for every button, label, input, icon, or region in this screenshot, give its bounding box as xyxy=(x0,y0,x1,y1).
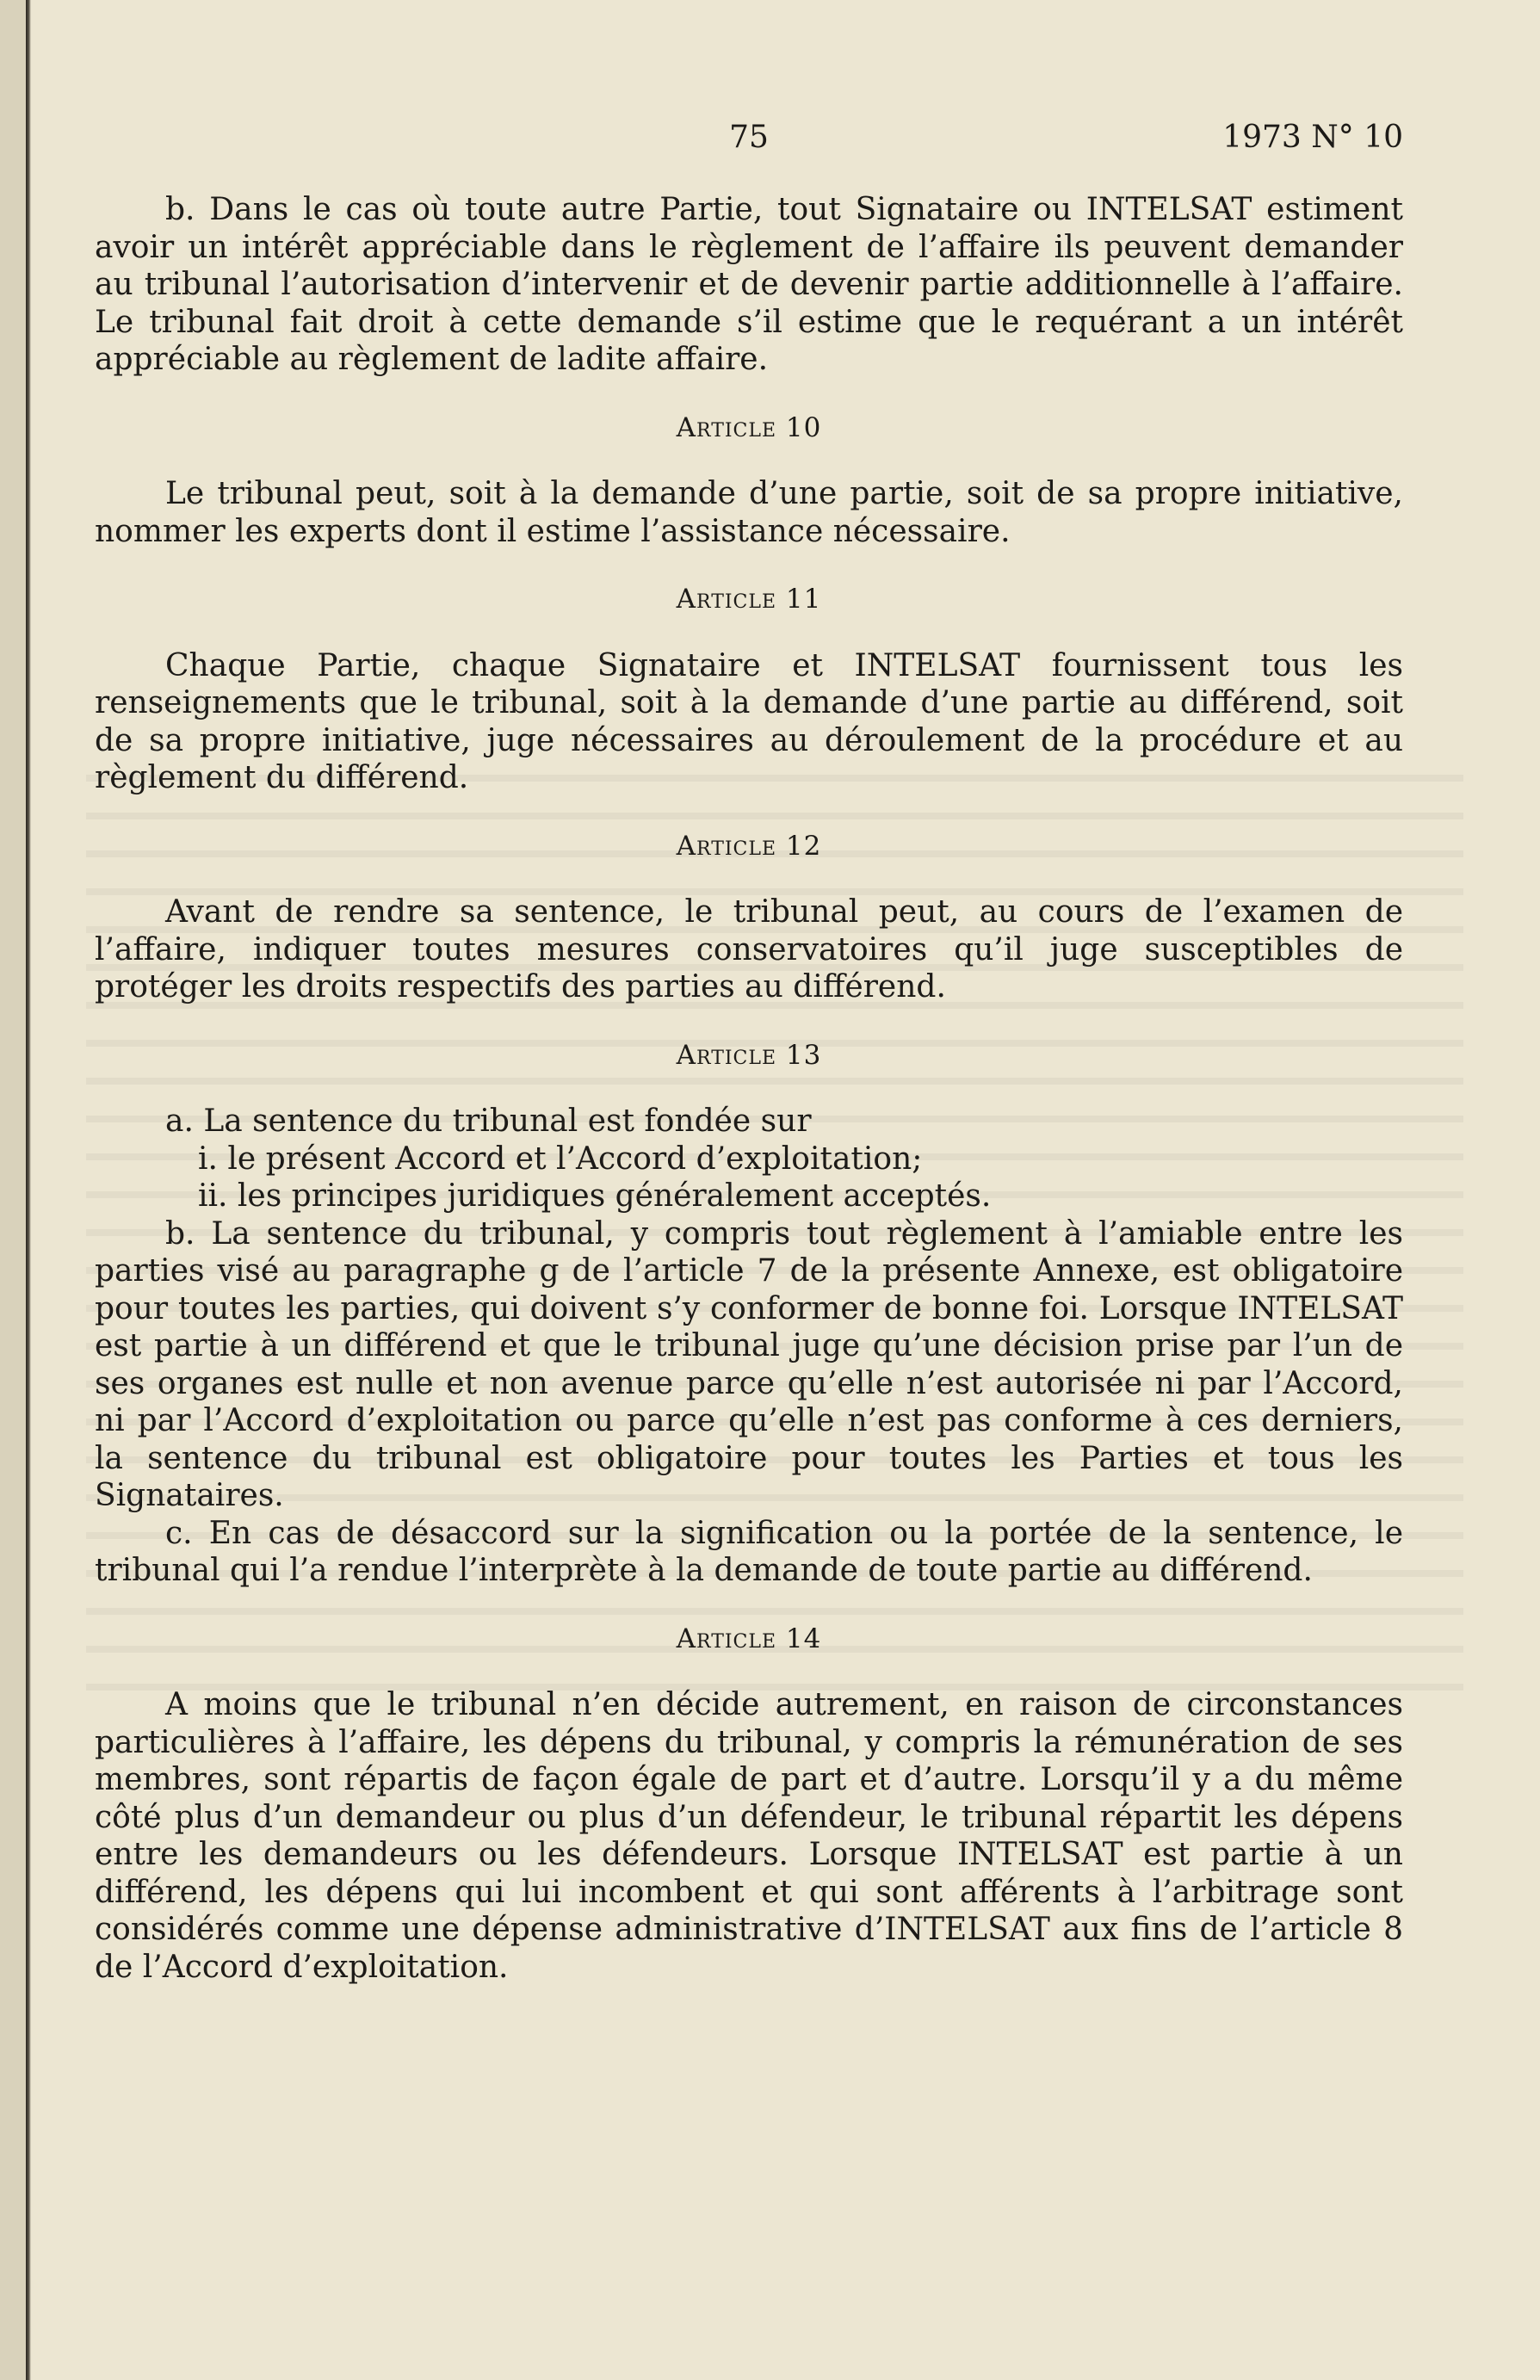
article-word: Article xyxy=(676,411,777,443)
article-word: Article xyxy=(676,1623,777,1654)
paragraph: A moins que le tribunal n’en décide autrement, en raison de circonstances particulières à l’affaire, les dépens du tribunal, y compris la rémunération de ses membres, sont répartis de façon égale de part et d’autre. Lorsqu’il y a du même côté plus d’un demandeur ou plus d’un défendeur, le tribunal répartit les dépens entre les demandeurs ou les défendeurs. Lorsque INTELSAT est partie à un différend, les dépens qui lui incombent et qui sont afférents à l’arbitrage sont considérés comme une dépense administrative d’INTELSAT aux fins de l’article 8 de l’Accord d’exploitation. xyxy=(95,1687,1403,1985)
article-heading xyxy=(95,410,1403,448)
article-heading xyxy=(95,1621,1403,1659)
article-heading xyxy=(95,581,1403,619)
paragraph: c. En cas de désaccord sur la signification ou la portée de la sentence, le tribunal qui l’a rendue l’interprète à la demande de toute partie au différend. xyxy=(95,1515,1403,1588)
paragraph: b. La sentence du tribunal, y compris tout règlement à l’amiable entre les parties visé au paragraphe g de l’article 7 de la présente Annexe, est obligatoire pour toutes les parties, qui doivent s’y conformer de bonne foi. Lorsque INTELSAT est partie à un différend et que le tribunal juge qu’une décision prise par l’un de ses organes est nulle et non avenue parce qu’elle n’est autorisée ni par l’Accord, ni par l’Accord d’exploitation ou parce qu’elle n’est pas conforme à ces derniers, la sentence du tribunal est obligatoire pour toutes les Parties et tous les Signataires. xyxy=(95,1215,1403,1513)
sub-item: i. le présent Accord et l’Accord d’exploitation; xyxy=(198,1141,923,1177)
running-header xyxy=(95,116,1403,159)
document-body xyxy=(95,191,1403,1986)
article-heading xyxy=(95,828,1403,866)
article-word: Article xyxy=(676,830,777,862)
sub-item: ii. les principes juridiques généralement acceptés. xyxy=(198,1178,992,1214)
article-number: 13 xyxy=(785,1039,822,1071)
article-number: 11 xyxy=(785,584,822,615)
page-margin-shadow xyxy=(0,0,26,2380)
article-number: 12 xyxy=(785,830,822,862)
article-number: 14 xyxy=(785,1623,822,1654)
article-word: Article xyxy=(676,1039,777,1071)
paragraph: Avant de rendre sa sentence, le tribunal peut, au cours de l’examen de l’affaire, indiquer toutes mesures conservatoires qu’il juge susceptibles de protéger les droits respectifs des parties au différend. xyxy=(95,894,1403,1005)
paragraph: b. Dans le cas où toute autre Partie, tout Signataire ou INTELSAT estiment avoir un intérêt appréciable dans le règlement de l’affaire ils peuvent demander au tribunal l’autorisation d’intervenir et de devenir partie additionnelle à l’affaire. Le tribunal fait droit à cette demande s’il estime que le requérant a un intérêt appréciable au règlement de ladite affaire. xyxy=(95,192,1403,377)
series-number: 1973 N° 10 xyxy=(1222,120,1403,155)
article-word: Article xyxy=(676,584,777,615)
page-number: 75 xyxy=(729,120,769,155)
paragraph: Chaque Partie, chaque Signataire et INTELSAT fournissent tous les renseignements que le tribunal, soit à la demande d’une partie au différend, soit de sa propre initiative, juge nécessaires au déroulement de la procédure et au règlement du différend. xyxy=(95,647,1403,795)
article-number: 10 xyxy=(785,411,822,443)
paragraph: a. La sentence du tribunal est fondée sur xyxy=(165,1103,812,1139)
binding-edge xyxy=(26,0,31,2380)
paragraph: Le tribunal peut, soit à la demande d’une partie, soit de sa propre initiative, nommer les experts dont il estime l’assistance nécessaire. xyxy=(95,476,1403,549)
article-heading xyxy=(95,1037,1403,1075)
